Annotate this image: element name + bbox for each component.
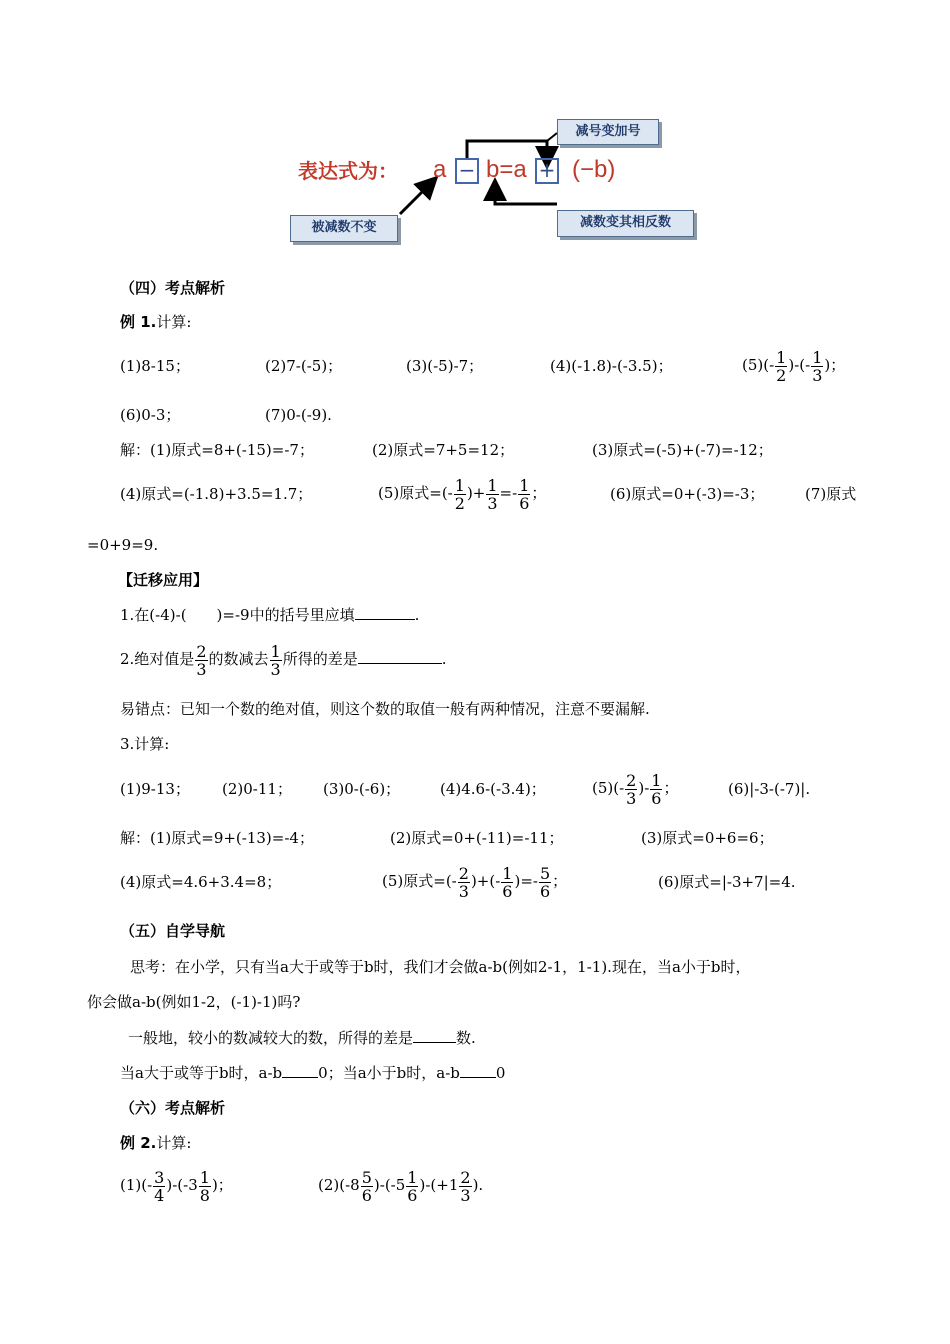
denominator: 8 [199,1185,210,1205]
problem-4: (4)(-1.8)-(-3.5)； [550,357,673,375]
numerator: 2 [626,770,637,790]
fraction-third [270,643,282,678]
denominator: 6 [361,1185,372,1205]
fraction-five-sixths [361,1169,373,1204]
solution-7-end: =0+9=9. [87,536,159,554]
question-2 [120,641,447,678]
left-arrow [400,184,430,214]
solution-3: (3)原式=(-5)+(-7)=-12； [592,441,773,459]
answer-blank [282,1063,318,1078]
denominator: 6 [502,881,513,901]
e2-part: )-(+1 [419,1176,459,1194]
question-2-part: 的数减去 [208,650,269,668]
calc-1: (1)9-13； [120,780,190,798]
solution-5-part: )+ [466,484,486,502]
e1-part: )-(-3 [166,1176,198,1194]
note-connector [547,133,557,141]
answer-5-part: ； [552,872,568,890]
question-2-part: . [441,650,447,668]
diagram-arrows [0,0,950,260]
numerator: 5 [539,863,551,883]
example-2-heading [120,1133,191,1153]
think-line-1: 思考：在小学，只有当a大于或等于b时，我们才会做a-b(例如2-1，1-1).现在，当a小于b时， [130,958,751,976]
denominator: 3 [626,788,637,808]
numerator: 1 [270,641,281,661]
problem-3: (3)(-5)-7； [406,357,484,375]
fraction-third [811,349,823,384]
denominator: 3 [270,659,281,679]
section-4-title: （四）考点解析 [120,279,226,297]
example-2-text: 计算: [156,1134,192,1152]
numerator: 1 [651,770,662,790]
when-text: 0；当a小于b时，a-b [318,1064,460,1082]
denominator: 3 [460,1185,471,1205]
solution-6: (6)原式=0+(-3)=-3； [610,485,765,503]
e2-part: )-(-5 [373,1176,406,1194]
answer-4: (4)原式=4.6+3.4=8； [120,873,282,891]
denominator: 4 [154,1185,165,1205]
numerator: 5 [361,1167,372,1187]
plus-box: + [535,158,559,184]
solution-5-part: (5)原式=(- [378,484,453,502]
numerator: 2 [196,641,207,661]
problem-5-part: )-(- [788,356,811,374]
example-1-text: 计算: [156,313,192,331]
example-1-heading [120,312,191,332]
answer-5-part: )=- [514,872,538,890]
answer-2: (2)原式=0+(-11)=-11； [390,829,564,847]
when-text: 当a大于或等于b时，a-b [120,1064,283,1082]
calc-6: (6)|-3-(-7)|. [728,780,811,798]
solution-7-start: (7)原式 [805,485,857,503]
transfer-title: 【迁移应用】 [118,571,209,589]
calc-5 [592,770,678,807]
answer-5 [382,863,567,900]
when-statement [120,1063,505,1083]
fraction-two-thirds [459,1169,471,1204]
numerator: 1 [199,1167,210,1187]
calc-5-part: (5)(- [592,779,625,797]
solution-5 [378,475,546,512]
question-3: 3.计算: [120,735,170,753]
e2-part: (2)(-8 [318,1176,360,1194]
question-1 [120,605,419,625]
answer-5-part: (5)原式=(- [382,872,457,890]
question-1-text: 1.在(-4)-( )=-9中的括号里应填 [120,606,355,624]
denominator: 6 [539,881,551,901]
minus-box: − [455,158,479,184]
calc-2: (2)0-11； [222,780,292,798]
question-2-part: 2.绝对值是 [120,650,195,668]
calc-4: (4)4.6-(-3.4)； [440,780,546,798]
expression-label: 表达式为： [298,159,398,183]
answer-1: 解：(1)原式=9+(-13)=-4； [120,829,314,847]
fraction-third [486,477,498,512]
solution-2: (2)原式=7+5=12； [372,441,515,459]
general-text: 一般地，较小的数减较大的数，所得的差是 [128,1029,414,1047]
example-1-label: 例 1. [120,313,157,331]
numerator: 3 [154,1167,165,1187]
answer-blank [460,1063,496,1078]
question-1-end: . [414,606,420,624]
e1-part: (1)(- [120,1176,153,1194]
example-2-problem-2 [318,1167,483,1204]
denominator: 3 [812,365,823,385]
denominator: 6 [407,1185,418,1205]
numerator: 1 [407,1167,418,1187]
problem-1: (1)8-15； [120,357,190,375]
fraction-half [454,477,466,512]
denominator: 2 [454,493,465,513]
numerator: 1 [812,347,823,367]
general-statement [128,1028,476,1048]
error-tip: 易错点：已知一个数的绝对值，则这个数的取值一般有两种情况，注意不要漏解. [120,700,650,718]
example-2-label: 例 2. [120,1134,157,1152]
answer-3: (3)原式=0+6=6； [641,829,774,847]
numerator: 1 [776,347,787,367]
example-2-problem-1 [120,1167,233,1204]
calc-5-part: ； [663,779,679,797]
calc-3: (3)0-(-6)； [323,780,401,798]
numerator: 1 [519,475,530,495]
numerator: 1 [502,863,513,883]
expr-b-equals-a: b=a [486,156,527,183]
denominator: 3 [487,493,498,513]
section-6-title: （六）考点解析 [120,1099,226,1117]
answer-blank [355,605,415,620]
fraction-two-thirds [458,865,470,900]
fraction-half [775,349,787,384]
expr-a: a [433,156,447,183]
question-2-part: 所得的差是 [282,650,358,668]
fraction-three-quarters [153,1169,165,1204]
fraction-eighth [199,1169,211,1204]
denominator: 6 [519,493,530,513]
problem-6: (6)0-3； [120,406,181,424]
answer-blank [358,649,442,664]
fraction-two-thirds [195,643,207,678]
fraction-sixth [650,772,662,807]
problem-5 [742,347,845,384]
note-subtrahend-opposite: 减数变其相反数 [557,210,694,237]
think-line-2: 你会做a-b(例如1-2，(-1)-1)吗? [87,993,301,1011]
denominator: 6 [651,788,662,808]
solution-4: (4)原式=(-1.8)+3.5=1.7； [120,485,313,503]
e2-part: ). [472,1176,484,1194]
general-text-end: 数. [456,1029,476,1047]
fraction-sixth [406,1169,418,1204]
numerator: 2 [458,863,469,883]
answer-5-part: )+(- [470,872,501,890]
solution-5-part: =- [499,484,518,502]
numerator: 1 [487,475,498,495]
answer-6: (6)原式=|-3+7|=4. [658,873,796,891]
solution-1: 解：(1)原式=8+(-15)=-7； [120,441,314,459]
answer-blank [413,1028,456,1043]
problem-7: (7)0-(-9). [265,406,332,424]
fraction-sixth [501,865,513,900]
denominator: 3 [196,659,207,679]
problem-5-part: (5)(- [742,356,775,374]
problem-2: (2)7-(-5)； [265,357,343,375]
fraction-two-thirds [625,772,637,807]
denominator: 2 [776,365,787,385]
note-minuend-unchanged: 被减数不变 [290,215,398,242]
numerator: 2 [460,1167,471,1187]
e1-part: )； [211,1176,233,1194]
calc-5-part: )- [638,779,650,797]
fraction-sixth [518,477,530,512]
problem-5-part: )； [824,356,846,374]
fraction-five-sixths [539,865,551,900]
note-minus-to-plus: 减号变加号 [557,119,659,145]
denominator: 3 [458,881,469,901]
expr-neg-b: (−b) [572,156,616,183]
solution-5-part: ； [531,484,547,502]
numerator: 1 [454,475,465,495]
bottom-arrow [495,189,557,204]
section-5-title: （五）自学导航 [120,922,226,940]
when-text: 0 [495,1064,506,1082]
